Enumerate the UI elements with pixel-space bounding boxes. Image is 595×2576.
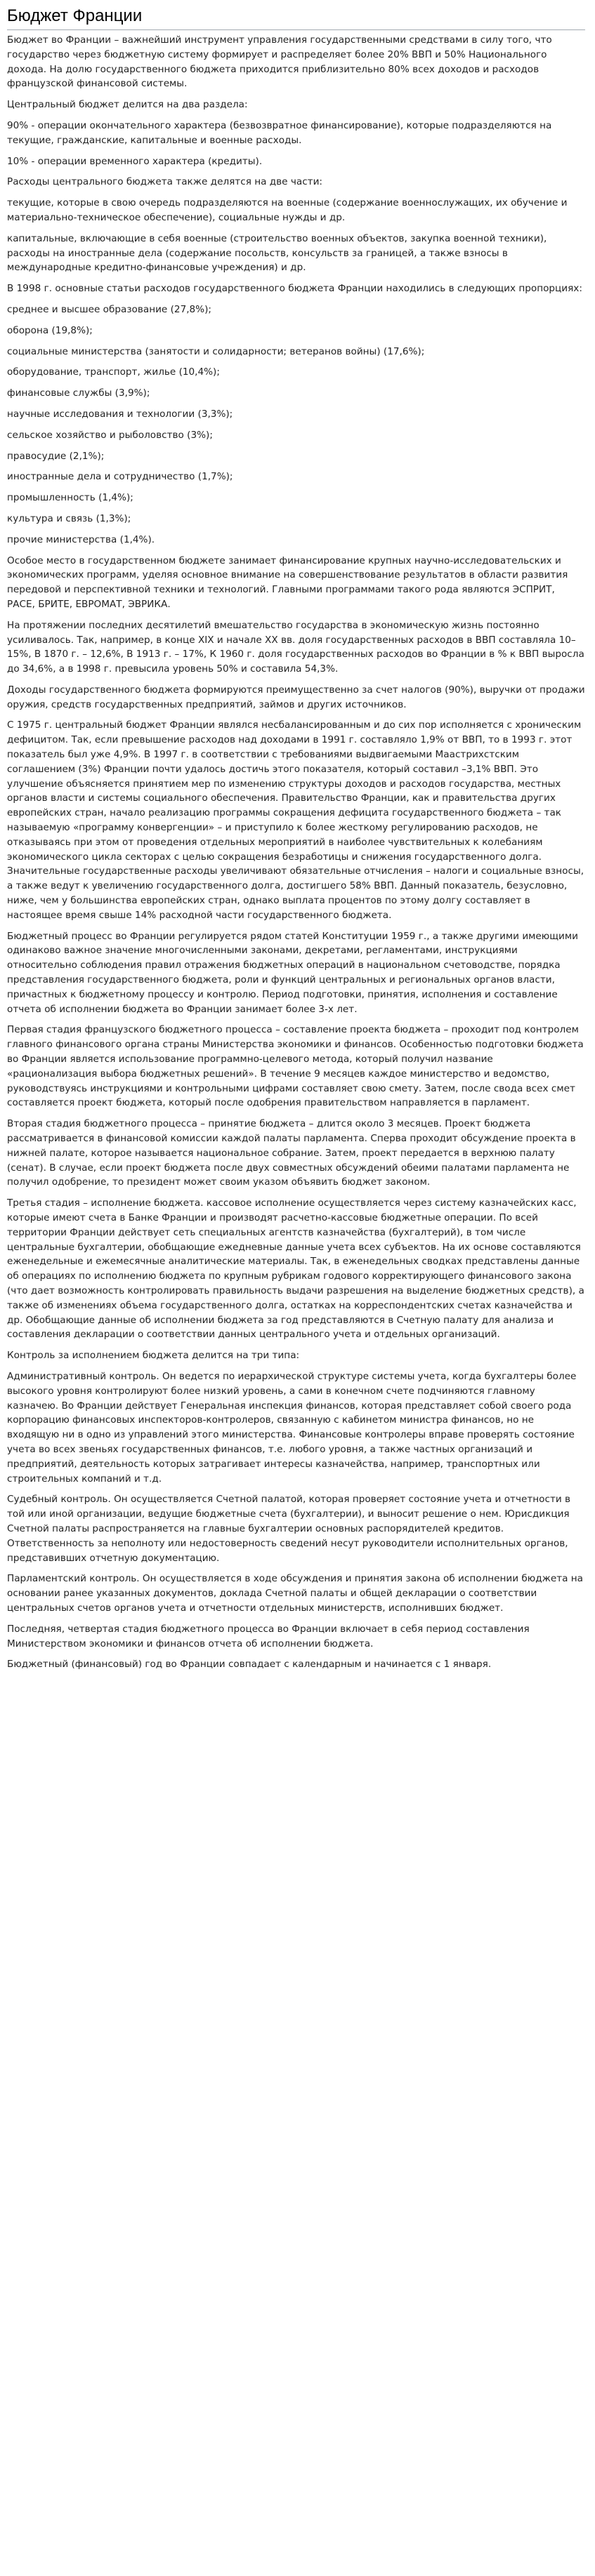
paragraph: Первая стадия французского бюджетного процесса – составление проекта бюджета – проходит под контролем главного финансового органа страны Министерства экономики и финансов. Особенностью подготовки бюджета во Франции является использование программно-целевого метода, который получил название «рационализация выбора бюджетных решений». В течение 9 месяцев каждое министерство и ведомство, руководствуясь инструкциями и контрольными цифрами составляет свою смету. Затем, после свода всех смет составляется проект бюджета, который после одобрения правительством направляется в парламент. [7, 1024, 584, 1109]
paragraph: финансовые службы (3,9%); [7, 387, 150, 399]
paragraph: Расходы центрального бюджета также делятся на две части: [7, 176, 322, 188]
paragraph: Административный контроль. Он ведется по иерархической структуре системы учета, когда бухгалтеры более высокого уровня контролируют более низкий уровень, а сами в конечном счете подчиняются главному казначею. Во Франции действует Генеральная инспекция финансов, которая представляет собой своего рода корпорацию финансовых инспекторов-контролеров, связанную с кабинетом министра финансов, но не входящую ни в одно из управлений этого министерства. Финансовые контролеры вправе проверять состояние учета во всех звеньях государственных финансов, т.е. любого уровня, а также частных организаций и предприятий, деятельность которых затрагивает интересы казначейства, например, транспортных или строительных компаний и т.д. [7, 1370, 577, 1485]
paragraph: Бюджет во Франции – важнейший инструмент управления государственными средствами в силу того, что государство через бюджетную систему формирует и распределяет более 20% ВВП и 50% Национального дохода. На долю государственного бюджета приходится приблизительно 80% всех доходов и расходов французской финансовой системы. [7, 34, 552, 90]
paragraph: Судебный контроль. Он осуществляется Счетной палатой, которая проверяет состояние учета и отчетности в той или иной организации, ведущие бюджетные счета (бухгалтерии), и выносит решение о нем. Юрисдикция Счетной палаты распространяется на главные бухгалтерии основных распорядителей кредитов. Ответственность за неполноту или недостоверность сведений несут руководители исполнительных органов, представивших отчетную документацию. [7, 1494, 571, 1564]
article-body [7, 33, 585, 1672]
paragraph: Центральный бюджет делится на два раздела: [7, 99, 248, 111]
paragraph: Третья стадия – исполнение бюджета. кассовое исполнение осуществляется через систему казначейских касс, которые имеют счета в Банке Франции и производят расчетно-кассовые бюджетные операции. По всей территории Франции действует сеть специальных агентств казначейства (бухгалтерий), в том числе центральные бухгалтерии, обобщающие ежедневные данные учета всех субъектов. На их основе составляются еженедельные и ежемесячные аналитические материалы. Так, в еженедельных сводках представлены данные об операциях по исполнению бюджета по крупным рубрикам годового корректирующего финансового закона (что дает возможность контролировать правильность выдачи разрешения на выделение бюджетных средств), а также об изменениях объема государственного долга, остатках на корреспондентских счетах казначейства и др. Обобщающие данные об исполнении бюджета за год представляются в Счетную палату для анализа и составления декларации о соответствии данных центрального учета и отдельных организаций. [7, 1197, 584, 1341]
paragraph: Последняя, четвертая стадия бюджетного процесса во Франции включает в себя период составления Министерством экономики и финансов отчета об исполнении бюджета. [7, 1623, 530, 1649]
paragraph: промышленность (1,4%); [7, 492, 133, 504]
paragraph: Вторая стадия бюджетного процесса – принятие бюджета – длится около 3 месяцев. Проект бюджета рассматривается в финансовой комиссии каждой палаты парламента. Сперва проходит обсуждение проекта в нижней палате, которое называется национальное собрание. Затем, проект передается в верхнюю палату (сенат). В случае, если проект бюджета после двух совместных обсуждений обеими палатами парламента не получил одобрение, то президент может своим указом объявить бюджет законом. [7, 1118, 576, 1188]
paragraph: Парламентский контроль. Он осуществляется в ходе обсуждения и принятия закона об исполнении бюджета на основании ранее указанных документов, доклада Счетной палаты и общей декларации о соответствии центральных счетов органов учета и отчетности отдельных министерств, исполнивших бюджет. [7, 1573, 584, 1614]
paragraph: сельское хозяйство и рыболовство (3%); [7, 429, 213, 441]
paragraph: прочие министерства (1,4%). [7, 533, 155, 545]
paragraph: правосудие (2,1%); [7, 450, 105, 462]
paragraph: Контроль за исполнением бюджета делится на три типа: [7, 1350, 300, 1362]
paragraph: социальные министерства (занятости и солидарности; ветеранов войны) (17,6%); [7, 345, 425, 357]
paragraph: С 1975 г. центральный бюджет Франции являлся несбалансированным и до сих пор исполняется с хроническим дефицитом. Так, если превышение расходов над доходами в 1991 г. составляло 1,9% от ВВП, то в 1993 г. этот показатель был уже 4,9%. В 1997 г. в соответствии с требованиями выдвигаемыми Маастрихстским соглашением (3%) Франции почти удалось достичь этого показателя, который составил –3,1% ВВП. Это улучшение объясняется принятием мер по изменению структуры доходов и расходов государства, местных органов власти и системы социального обеспечения. Правительство Франции, как и правительства других европейских стран, начало реализацию программы сокращения дефицита государственного бюджета – так называемую «программу конвергенции» – и приступило к более жесткому регулированию расходов, не отказываясь при этом от проведения отдельных мероприятий в наиболее чувствительных к колебаниям экономического цикла секторах с целью сокращения безработицы и снижения государственного долга. Значительные государственные расходы увеличивают обязательные отчисления – налоги и социальные взносы, а также ведут к увеличению государственного долга, достигшего 58% ВВП. Данный показатель, безусловно, ниже, чем у большинства европейских стран, однако выплата процентов по этому долгу составляет в настоящее время свыше 14% расходной части государственного бюджета. [7, 719, 584, 921]
paragraph: Особое место в государственном бюджете занимает финансирование крупных научно-исследовательских и экономических программ, уделяя основное внимание на совершенствование результатов в области развития передовой и перспективной техники и технологий. Главными программами такого рода являются ЭСПРИТ, РАСЕ, БРИТЕ, ЕВРОМАТ, ЭВРИКА. [7, 555, 568, 610]
paragraph: Бюджетный процесс во Франции регулируется рядом статей Конституции 1959 г., а также другими имеющими одинаково важное значение многочисленными законами, декретами, регламентами, инструкциями относительно соблюдения правил отражения бюджетных операций в национальном счетоводстве, порядка представления государственного бюджета, роли и функций центральных и региональных органов власти, причастных к бюджетному процессу и контролю. Период подготовки, принятия, исполнения и составление отчета об исполнении бюджета во Франции занимает более 3-х лет. [7, 930, 578, 1015]
paragraph: капитальные, включающие в себя военные (строительство военных объектов, закупка военной техники), расходы на иностранные дела (содержание посольств, консульств за границей, а также взносы в международные кредитно-финансовые учреждения) и др. [7, 232, 547, 274]
paragraph: 10% - операции временного характера (кредиты). [7, 155, 263, 167]
paragraph: 90% - операции окончательного характера (безвозвратное финансирование), которые подразделяются на текущие, гражданские, капитальные и военные расходы. [7, 119, 552, 146]
paragraph: Доходы государственного бюджета формируются преимущественно за счет налогов (90%), выручки от продажи оружия, средств государственных предприятий, займов и других источников. [7, 684, 585, 710]
paragraph: культура и связь (1,3%); [7, 512, 131, 524]
page-title: Бюджет Франции [7, 6, 585, 30]
paragraph: оборона (19,8%); [7, 324, 93, 336]
paragraph: текущие, которые в свою очередь подразделяются на военные (содержание военнослужащих, их обучение и материально-техническое обеспечение), социальные нужды и др. [7, 197, 568, 223]
paragraph: Бюджетный (финансовый) год во Франции совпадает с календарным и начинается с 1 января. [7, 1659, 492, 1671]
paragraph: В 1998 г. основные статьи расходов государственного бюджета Франции находились в следующих пропорциях: [7, 283, 582, 295]
paragraph: оборудование, транспорт, жилье (10,4%); [7, 366, 220, 378]
paragraph: научные исследования и технологии (3,3%); [7, 408, 233, 420]
paragraph: На протяжении последних десятилетий вмешательство государства в экономическую жизнь постоянно усиливалось. Так, например, в конце XIX и начале XX вв. доля государственных расходов в ВВП составляла 10–15%, В 1870 г. – 12,6%, В 1913 г. – 17%, К 1960 г. доля государственных расходов во Франции в % к ВВП выросла до 34,6%, а в 1998 г. превысила уровень 50% и составила 54,3%. [7, 619, 584, 675]
paragraph: среднее и высшее образование (27,8%); [7, 303, 211, 315]
paragraph: иностранные дела и сотрудничество (1,7%); [7, 471, 233, 483]
